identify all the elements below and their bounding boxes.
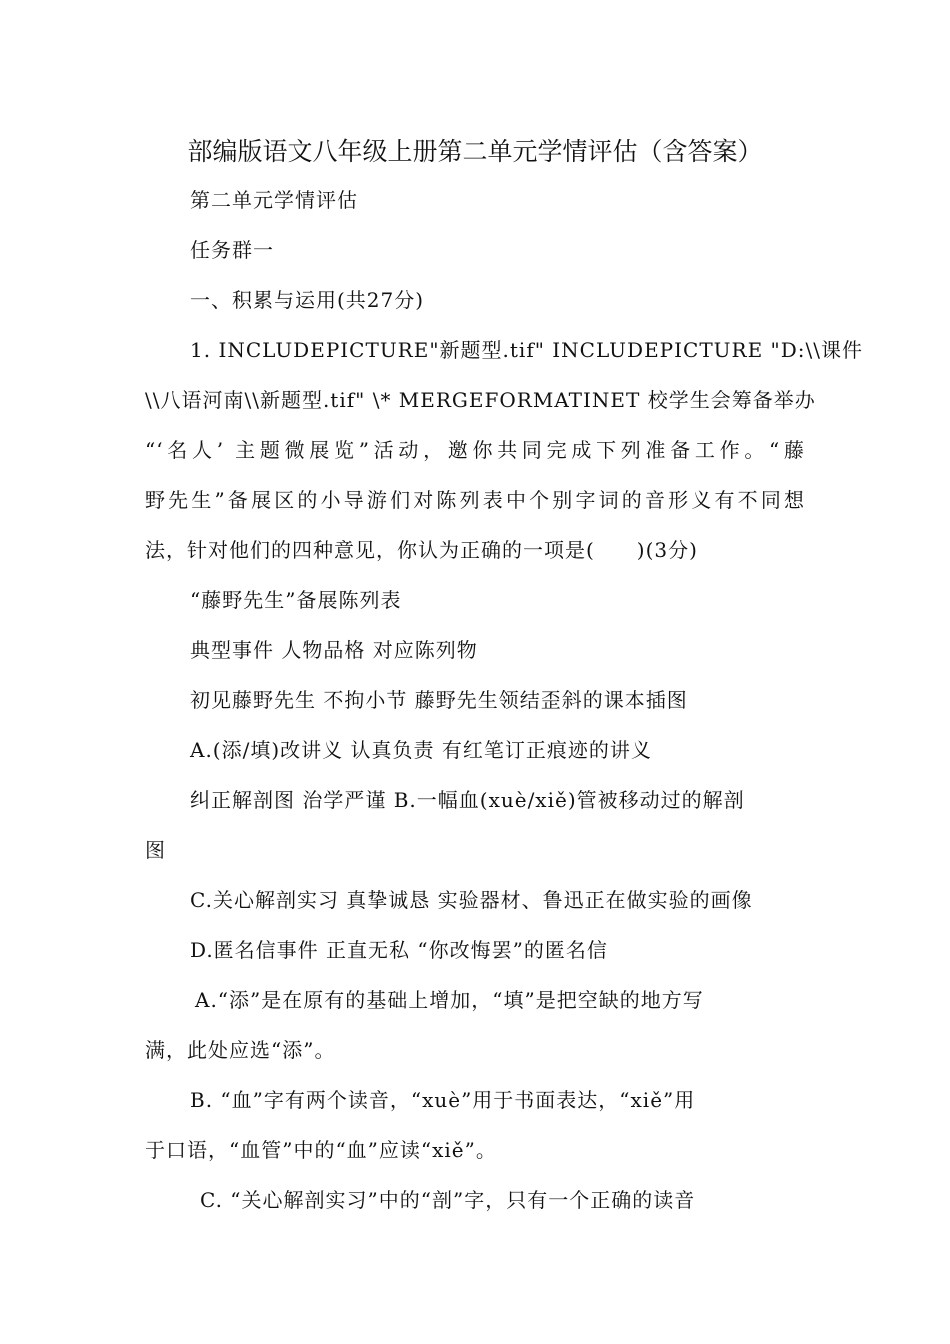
table-caption: “藤野先生”备展陈列表 [190,588,402,612]
table-row: C.关心解剖实习 真挚诚恳 实验器材、鲁迅正在做实验的画像 [190,888,753,912]
answer-option-a: A.“添”是在原有的基础上增加，“填”是把空缺的地方写 [195,988,704,1012]
question-line: 1. INCLUDEPICTURE"新题型.tif" INCLUDEPICTURE "D:\\课件 [190,338,863,362]
table-row: 图 [145,838,166,862]
document-title: 部编版语文八年级上册第二单元学情评估（含答案） [187,137,763,166]
question-line: 野先生”备展区的小导游们对陈列表中个别字词的音形义有不同想 [145,488,805,512]
table-row: 纠正解剖图 治学严谨 B.一幅血(xuè/xiě)管被移动过的解剖 [190,788,745,812]
question-line: 法，针对他们的四种意见，你认为正确的一项是( )(3分) [145,538,698,562]
question-line: “‘名人’ 主题微展览”活动，邀你共同完成下列准备工作。“藤 [145,438,805,462]
answer-option-b: 于口语，“血管”中的“血”应读“xiě”。 [145,1138,497,1162]
question-line: \\八语河南\\新题型.tif" \* MERGEFORMATINET 校学生会筹备举办 [145,388,816,412]
table-header-row: 典型事件 人物品格 对应陈列物 [190,638,478,662]
table-row: 初见藤野先生 不拘小节 藤野先生领结歪斜的课本插图 [190,688,688,712]
part-heading: 一、积累与运用(共27分) [190,288,425,312]
section-heading: 第二单元学情评估 [190,188,358,212]
table-row: D.匿名信事件 正直无私 “你改悔罢”的匿名信 [190,938,608,962]
task-group-heading: 任务群一 [190,238,274,262]
table-row: A.(添/填)改讲义 认真负责 有红笔订正痕迹的讲义 [190,738,652,762]
answer-option-b: B. “血”字有两个读音，“xuè”用于书面表达，“xiě”用 [190,1088,696,1112]
answer-option-a: 满，此处应选“添”。 [145,1038,336,1062]
answer-option-c: C. “关心解剖实习”中的“剖”字，只有一个正确的读音 [200,1188,696,1212]
